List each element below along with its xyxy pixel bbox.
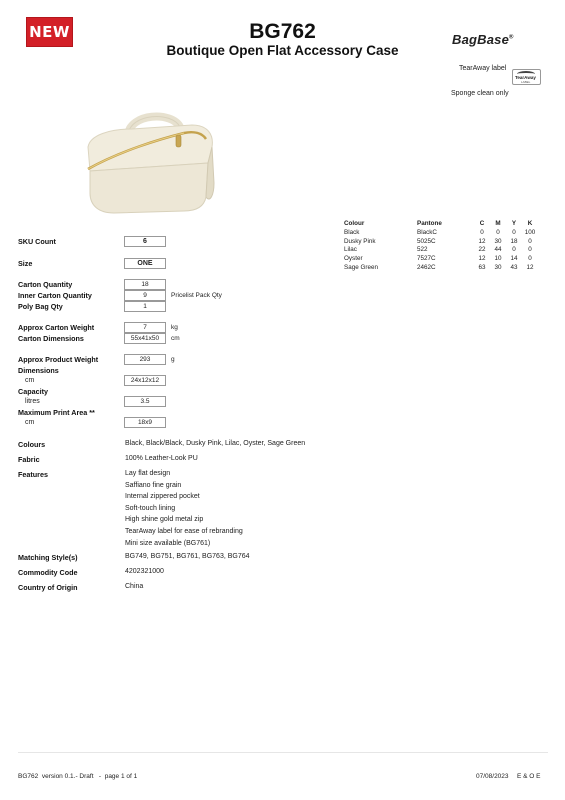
header-c: C [479, 220, 485, 227]
list-item: Soft-touch lining [125, 504, 176, 512]
cmyk-m: 44 [494, 246, 502, 254]
footer-eoe: E & O E [517, 773, 541, 780]
pantone-code: BlackC [417, 228, 437, 236]
country-of-origin-value: China [125, 583, 144, 590]
cmyk-c: 12 [478, 237, 486, 245]
carton-dimensions-value: 55x41x50 [124, 333, 166, 344]
tearaway-logo-subtext: LABEL [521, 80, 531, 84]
cmyk-y: 0 [512, 246, 516, 254]
cmyk-y: 14 [510, 255, 518, 263]
features-label: Features [18, 470, 48, 479]
cmyk-m: 10 [494, 255, 502, 263]
carton-quantity-label: Carton Quantity [18, 280, 73, 289]
cmyk-y: 43 [510, 264, 518, 272]
list-item: Lay flat design [125, 470, 171, 477]
header-y: Y [511, 220, 517, 227]
colour-name: Black [344, 228, 360, 236]
fabric-label: Fabric [18, 455, 40, 464]
dimensions-unit: cm [25, 377, 35, 384]
poly-bag-qty-label: Poly Bag Qty [18, 302, 63, 311]
colours-value: Black, Black/Black, Dusky Pink, Lilac, Oyster, Sage Green [125, 440, 306, 447]
cmyk-m: 30 [494, 237, 502, 245]
sku-count-label: SKU Count [18, 237, 56, 246]
size-label: Size [18, 259, 33, 268]
pantone-code: 5025C [417, 237, 436, 245]
header-m: M [495, 220, 501, 227]
country-of-origin-label: Country of Origin [18, 583, 78, 592]
table-row [344, 254, 538, 263]
cmyk-k: 0 [528, 246, 532, 254]
cmyk-c: 22 [478, 246, 486, 254]
capacity-value: 3.5 [124, 396, 166, 407]
approx-carton-weight-value: 7 [124, 322, 166, 333]
cmyk-c: 12 [478, 255, 486, 263]
product-image [80, 105, 220, 220]
list-item: TearAway label for ease of rebranding [125, 527, 243, 535]
pantone-code: 522 [417, 246, 428, 254]
list-item: Internal zippered pocket [125, 493, 200, 501]
cmyk-k: 12 [526, 264, 534, 272]
table-row [344, 237, 538, 246]
carton-dimensions-unit: cm [171, 335, 180, 342]
cmyk-k: 100 [524, 228, 536, 236]
features-list [125, 468, 243, 549]
footer-divider [18, 752, 548, 753]
tearaway-logo-text: TearAway [515, 75, 536, 80]
carton-quantity-value: 18 [124, 279, 166, 290]
cmyk-c: 0 [480, 228, 484, 236]
cmyk-y: 0 [512, 228, 516, 236]
pricelist-pack-qty-note: Pricelist Pack Qty [171, 292, 222, 299]
list-item: Mini size available (BG761) [125, 539, 211, 547]
colour-name: Sage Green [344, 264, 378, 272]
pantone-code: 7527C [417, 255, 436, 263]
header-colour: Colour [344, 220, 365, 227]
header-k: K [527, 220, 533, 227]
brand-logo [452, 32, 514, 47]
brand-registered-mark: ® [509, 34, 514, 41]
cmyk-k: 0 [528, 255, 532, 263]
max-print-area-unit: cm [25, 419, 35, 426]
capacity-label: Capacity [18, 387, 48, 396]
colour-name: Lilac [344, 246, 357, 254]
table-header-row [344, 219, 538, 228]
max-print-area-label: Maximum Print Area ** [18, 408, 95, 417]
matching-styles-label: Matching Style(s) [18, 553, 78, 562]
colour-pantone-table [344, 219, 538, 272]
table-row [344, 263, 538, 272]
colour-name: Dusky Pink [344, 237, 376, 245]
cmyk-y: 18 [510, 237, 518, 245]
poly-bag-qty-value: 1 [124, 301, 166, 312]
commodity-code-value: 4202321000 [125, 568, 164, 575]
list-item: High shine gold metal zip [125, 516, 204, 524]
fabric-value: 100% Leather-Look PU [125, 455, 198, 462]
footer-version: BG762 version 0.1.- Draft - page 1 of 1 [18, 773, 138, 780]
size-value: ONE [124, 258, 166, 269]
header-pantone: Pantone [417, 220, 442, 227]
max-print-area-value: 18x9 [124, 417, 166, 428]
inner-carton-quantity-value: 9 [124, 290, 166, 301]
capacity-unit: litres [25, 398, 40, 405]
approx-product-weight-unit: g [171, 356, 175, 363]
colours-label: Colours [18, 440, 46, 449]
colour-name: Oyster [344, 255, 363, 263]
new-badge-label: NEW [29, 23, 70, 41]
care-instruction: Sponge clean only [451, 90, 509, 97]
tearaway-logo-icon [512, 69, 541, 85]
approx-product-weight-value: 293 [124, 354, 166, 365]
product-name: Boutique Open Flat Accessory Case [166, 43, 399, 58]
inner-carton-quantity-label: Inner Carton Quantity [18, 291, 92, 300]
approx-carton-weight-label: Approx Carton Weight [18, 323, 95, 332]
brand-name: BagBase [452, 32, 510, 47]
cmyk-m: 30 [494, 264, 502, 272]
pantone-code: 2462C [417, 264, 436, 272]
footer-date: 07/08/2023 [476, 773, 509, 780]
carton-dimensions-label: Carton Dimensions [18, 334, 84, 343]
list-item: Saffiano fine grain [125, 481, 182, 489]
cmyk-c: 63 [478, 264, 486, 272]
approx-carton-weight-unit: kg [171, 324, 178, 331]
table-row [344, 228, 538, 237]
approx-product-weight-label: Approx Product Weight [18, 355, 99, 364]
cmyk-k: 0 [528, 237, 532, 245]
table-row [344, 246, 538, 255]
sku-count-value: 6 [124, 236, 166, 247]
commodity-code-label: Commodity Code [18, 568, 78, 577]
cmyk-m: 0 [496, 228, 500, 236]
matching-styles-value: BG749, BG751, BG761, BG763, BG764 [125, 553, 250, 560]
product-code: BG762 [249, 20, 316, 43]
dimensions-value: 24x12x12 [124, 375, 166, 386]
dimensions-label: Dimensions [18, 366, 59, 375]
tearaway-label-text: TearAway label [459, 65, 507, 72]
